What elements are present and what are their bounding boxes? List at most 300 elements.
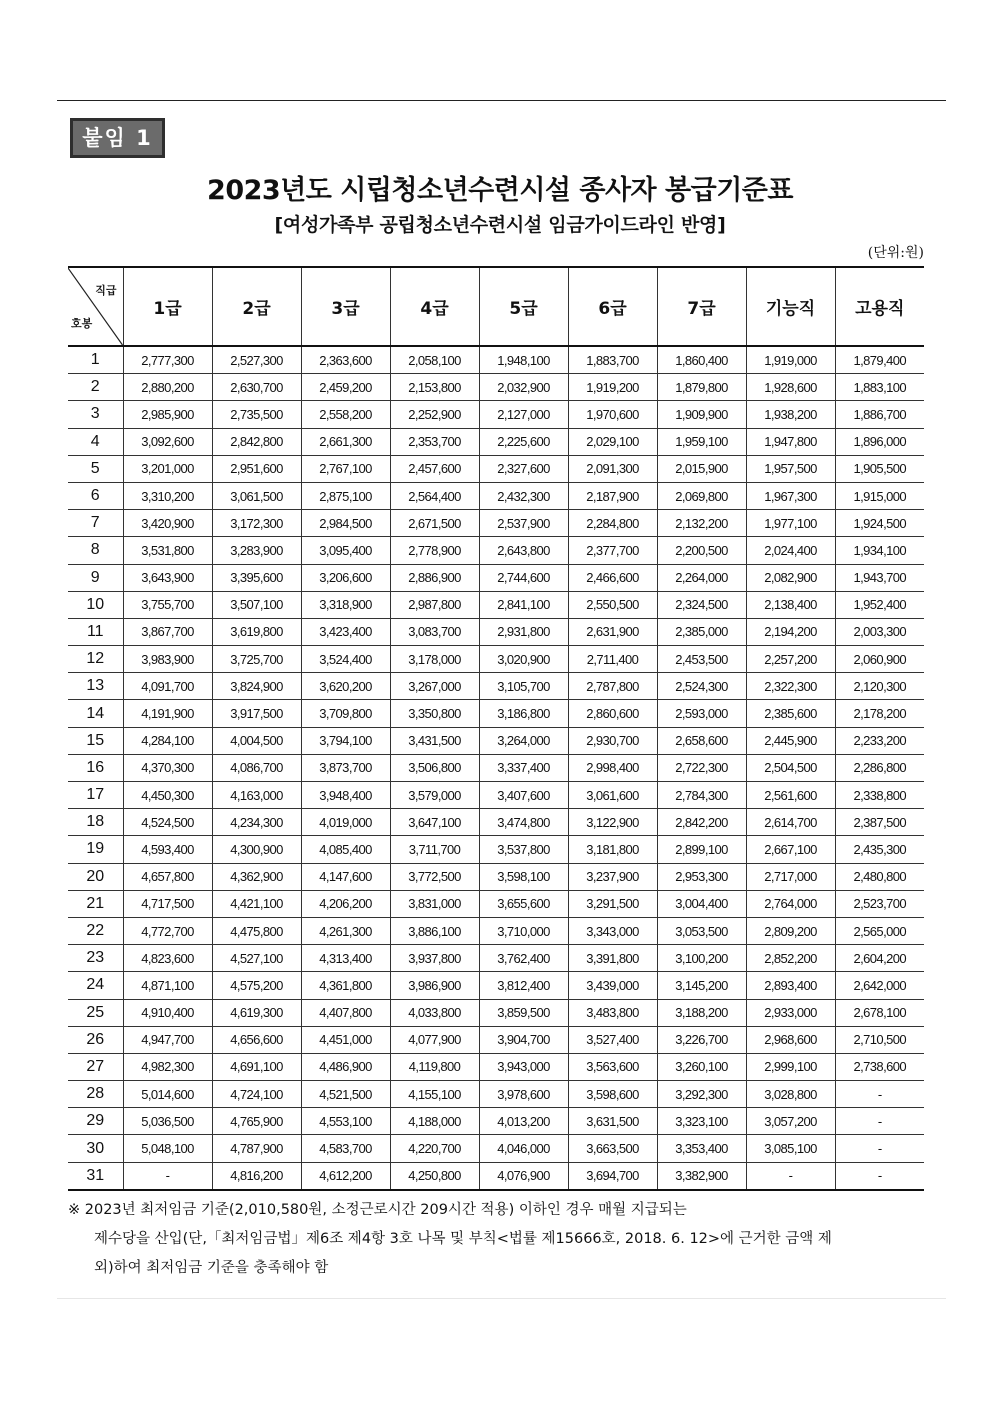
salary-cell: 3,310,200 (123, 482, 212, 509)
salary-cell: 3,794,100 (301, 727, 390, 754)
salary-cell: 4,717,500 (123, 890, 212, 917)
step-number-cell: 15 (68, 727, 123, 754)
table-row (68, 510, 924, 537)
salary-cell: 3,186,800 (479, 700, 568, 727)
table-row (68, 782, 924, 809)
salary-cell: 2,735,500 (212, 401, 301, 428)
corner-step-label: 호봉 (71, 317, 93, 330)
salary-cell: 4,077,900 (390, 1026, 479, 1053)
step-number-cell: 16 (68, 754, 123, 781)
salary-cell: 3,407,600 (479, 782, 568, 809)
salary-cell: 2,058,100 (390, 346, 479, 374)
salary-cell: 4,524,500 (123, 809, 212, 836)
salary-cell: 2,931,800 (479, 618, 568, 645)
salary-cell: 2,527,300 (212, 346, 301, 374)
table-row (68, 917, 924, 944)
column-header: 기능직 (746, 267, 835, 346)
salary-cell: 2,363,600 (301, 346, 390, 374)
salary-cell: 4,691,100 (212, 1053, 301, 1080)
salary-cell: 2,435,300 (835, 836, 924, 863)
salary-cell: 4,234,300 (212, 809, 301, 836)
salary-cell: 2,153,800 (390, 374, 479, 401)
table-row (68, 754, 924, 781)
salary-cell: 3,206,600 (301, 564, 390, 591)
salary-cell: 2,200,500 (657, 537, 746, 564)
salary-cell: 4,370,300 (123, 754, 212, 781)
step-number-cell: 1 (68, 346, 123, 374)
salary-cell: 2,933,000 (746, 999, 835, 1026)
footnote-line: 외)하여 최저임금 기준을 충족해야 함 (94, 1260, 329, 1276)
salary-cell: 3,598,100 (479, 863, 568, 890)
salary-cell: 2,537,900 (479, 510, 568, 537)
salary-cell: 1,948,100 (479, 346, 568, 374)
step-number-cell: 17 (68, 782, 123, 809)
step-number-cell: 25 (68, 999, 123, 1026)
salary-cell: 4,816,200 (212, 1162, 301, 1190)
salary-cell: 3,439,000 (568, 972, 657, 999)
salary-cell: 1,879,800 (657, 374, 746, 401)
salary-cell: 3,579,000 (390, 782, 479, 809)
step-number-cell: 13 (68, 673, 123, 700)
salary-cell: 3,004,400 (657, 890, 746, 917)
table-row (68, 455, 924, 482)
salary-cell: 2,120,300 (835, 673, 924, 700)
salary-cell: 3,188,200 (657, 999, 746, 1026)
step-number-cell: 31 (68, 1162, 123, 1190)
salary-cell: 4,521,500 (301, 1081, 390, 1108)
salary-cell: 3,762,400 (479, 945, 568, 972)
salary-cell: 3,983,900 (123, 646, 212, 673)
salary-cell: 3,201,000 (123, 455, 212, 482)
step-number-cell: 8 (68, 537, 123, 564)
salary-cell: 4,527,100 (212, 945, 301, 972)
salary-cell: 2,024,400 (746, 537, 835, 564)
table-row (68, 564, 924, 591)
table-row (68, 401, 924, 428)
salary-cell: 3,020,900 (479, 646, 568, 673)
salary-cell: 4,451,000 (301, 1026, 390, 1053)
step-number-cell: 21 (68, 890, 123, 917)
salary-cell: 1,957,500 (746, 455, 835, 482)
step-number-cell: 24 (68, 972, 123, 999)
salary-cell: 2,032,900 (479, 374, 568, 401)
salary-cell: 3,382,900 (657, 1162, 746, 1190)
salary-cell: 2,480,800 (835, 863, 924, 890)
salary-cell: 4,772,700 (123, 917, 212, 944)
footnote-line: ※ 2023년 최저임금 기준(2,010,580원, 소정근로시간 209시간 적용) 이하인 경우 매월 지급되는 (68, 1202, 687, 1218)
column-header: 1급 (123, 267, 212, 346)
salary-cell: 2,678,100 (835, 999, 924, 1026)
step-number-cell: 20 (68, 863, 123, 890)
salary-cell: 4,871,100 (123, 972, 212, 999)
salary-cell: 1,947,800 (746, 428, 835, 455)
step-number-cell: 19 (68, 836, 123, 863)
salary-cell: 4,361,800 (301, 972, 390, 999)
salary-cell: 3,420,900 (123, 510, 212, 537)
step-number-cell: 7 (68, 510, 123, 537)
salary-cell: 4,656,600 (212, 1026, 301, 1053)
step-number-cell: 26 (68, 1026, 123, 1053)
salary-cell: 2,809,200 (746, 917, 835, 944)
salary-cell: 4,191,900 (123, 700, 212, 727)
salary-cell: 2,852,200 (746, 945, 835, 972)
table-row (68, 1135, 924, 1162)
salary-cell: 3,709,800 (301, 700, 390, 727)
salary-cell: 2,060,900 (835, 646, 924, 673)
salary-cell: 2,860,600 (568, 700, 657, 727)
salary-cell: 5,048,100 (123, 1135, 212, 1162)
salary-cell: 3,061,500 (212, 482, 301, 509)
table-row (68, 374, 924, 401)
salary-cell: 2,225,600 (479, 428, 568, 455)
salary-cell: 3,873,700 (301, 754, 390, 781)
table-row (68, 809, 924, 836)
salary-cell: 3,710,000 (479, 917, 568, 944)
salary-cell: 2,787,800 (568, 673, 657, 700)
salary-cell: 2,029,100 (568, 428, 657, 455)
salary-cell: 1,959,100 (657, 428, 746, 455)
salary-cell: - (835, 1108, 924, 1135)
salary-cell: 2,138,400 (746, 591, 835, 618)
salary-cell: 3,172,300 (212, 510, 301, 537)
step-number-cell: 18 (68, 809, 123, 836)
salary-cell: 2,082,900 (746, 564, 835, 591)
salary-cell: 3,092,600 (123, 428, 212, 455)
step-number-cell: 6 (68, 482, 123, 509)
salary-cell: 3,178,000 (390, 646, 479, 673)
salary-cell: 2,459,200 (301, 374, 390, 401)
table-row (68, 1026, 924, 1053)
salary-cell: 3,053,500 (657, 917, 746, 944)
salary-cell: 4,553,100 (301, 1108, 390, 1135)
salary-cell: 3,431,500 (390, 727, 479, 754)
salary-cell: 4,724,100 (212, 1081, 301, 1108)
salary-cell: 2,015,900 (657, 455, 746, 482)
salary-cell: 2,523,700 (835, 890, 924, 917)
salary-cell: 3,524,400 (301, 646, 390, 673)
column-header: 3급 (301, 267, 390, 346)
table-row (68, 1081, 924, 1108)
salary-cell: 2,710,500 (835, 1026, 924, 1053)
salary-cell: 2,738,600 (835, 1053, 924, 1080)
column-header: 7급 (657, 267, 746, 346)
salary-cell: 2,875,100 (301, 482, 390, 509)
salary-cell: 4,823,600 (123, 945, 212, 972)
table-header-row (68, 267, 924, 346)
table-body (68, 346, 924, 1190)
salary-cell: 4,787,900 (212, 1135, 301, 1162)
salary-cell: 4,612,200 (301, 1162, 390, 1190)
step-number-cell: 10 (68, 591, 123, 618)
salary-cell: 4,313,400 (301, 945, 390, 972)
salary-cell: 3,772,500 (390, 863, 479, 890)
salary-cell: 3,755,700 (123, 591, 212, 618)
salary-cell: 4,261,300 (301, 917, 390, 944)
salary-cell: 3,663,500 (568, 1135, 657, 1162)
salary-cell: 1,905,500 (835, 455, 924, 482)
salary-cell: 3,057,200 (746, 1108, 835, 1135)
salary-cell: 4,004,500 (212, 727, 301, 754)
salary-cell: 2,377,700 (568, 537, 657, 564)
salary-cell: 4,450,300 (123, 782, 212, 809)
step-number-cell: 30 (68, 1135, 123, 1162)
salary-cell: 2,524,300 (657, 673, 746, 700)
salary-cell: 4,765,900 (212, 1108, 301, 1135)
salary-cell: 3,423,400 (301, 618, 390, 645)
unit-label: (단위:원) (867, 245, 924, 261)
salary-cell: 4,982,300 (123, 1053, 212, 1080)
salary-cell: 2,338,800 (835, 782, 924, 809)
salary-cell: 3,655,600 (479, 890, 568, 917)
salary-cell: 3,291,500 (568, 890, 657, 917)
salary-cell: 2,893,400 (746, 972, 835, 999)
salary-cell: 3,725,700 (212, 646, 301, 673)
step-number-cell: 4 (68, 428, 123, 455)
salary-cell: 1,879,400 (835, 346, 924, 374)
salary-cell: 2,886,900 (390, 564, 479, 591)
salary-cell: 3,391,800 (568, 945, 657, 972)
column-header: 고용직 (835, 267, 924, 346)
salary-cell: 4,619,300 (212, 999, 301, 1026)
salary-cell: 4,119,800 (390, 1053, 479, 1080)
salary-cell: 2,711,400 (568, 646, 657, 673)
salary-cell: 3,531,800 (123, 537, 212, 564)
salary-cell: 2,233,200 (835, 727, 924, 754)
salary-cell: 2,457,600 (390, 455, 479, 482)
step-number-cell: 28 (68, 1081, 123, 1108)
salary-cell: 2,841,100 (479, 591, 568, 618)
salary-cell: 2,558,200 (301, 401, 390, 428)
salary-cell: 4,583,700 (301, 1135, 390, 1162)
salary-cell: 1,909,900 (657, 401, 746, 428)
salary-cell: 4,947,700 (123, 1026, 212, 1053)
salary-cell: 1,967,300 (746, 482, 835, 509)
salary-cell: 3,563,600 (568, 1053, 657, 1080)
salary-cell: 2,091,300 (568, 455, 657, 482)
salary-cell: 2,385,600 (746, 700, 835, 727)
salary-cell: 3,647,100 (390, 809, 479, 836)
salary-cell: 3,886,100 (390, 917, 479, 944)
salary-cell: 2,968,600 (746, 1026, 835, 1053)
diagonal-line (68, 268, 123, 345)
page-subtitle: [여성가족부 공립청소년수련시설 임금가이드라인 반영] (274, 214, 726, 236)
step-number-cell: 12 (68, 646, 123, 673)
corner-grade-label: 직급 (95, 284, 117, 297)
salary-cell: 2,987,800 (390, 591, 479, 618)
salary-cell: 2,385,000 (657, 618, 746, 645)
salary-cell: 2,324,500 (657, 591, 746, 618)
salary-cell: 2,504,500 (746, 754, 835, 781)
table-row (68, 428, 924, 455)
salary-cell: 2,327,600 (479, 455, 568, 482)
salary-cell: 4,188,000 (390, 1108, 479, 1135)
salary-cell: 2,466,600 (568, 564, 657, 591)
salary-cell: 3,226,700 (657, 1026, 746, 1053)
salary-cell: 3,507,100 (212, 591, 301, 618)
salary-cell: 3,598,600 (568, 1081, 657, 1108)
salary-cell: 3,867,700 (123, 618, 212, 645)
salary-cell: 2,717,000 (746, 863, 835, 890)
salary-cell: 2,744,600 (479, 564, 568, 591)
salary-cell: 2,642,000 (835, 972, 924, 999)
salary-cell: 3,095,400 (301, 537, 390, 564)
salary-cell: 4,076,900 (479, 1162, 568, 1190)
salary-cell: 2,564,400 (390, 482, 479, 509)
salary-cell: 2,561,600 (746, 782, 835, 809)
salary-cell: 3,506,800 (390, 754, 479, 781)
salary-cell: 2,999,100 (746, 1053, 835, 1080)
table-row (68, 591, 924, 618)
salary-cell: 4,300,900 (212, 836, 301, 863)
table-row (68, 727, 924, 754)
step-number-cell: 22 (68, 917, 123, 944)
salary-cell: 2,778,900 (390, 537, 479, 564)
salary-cell: 2,432,300 (479, 482, 568, 509)
step-number-cell: 27 (68, 1053, 123, 1080)
salary-cell: 2,953,300 (657, 863, 746, 890)
salary-cell: 2,069,800 (657, 482, 746, 509)
table-row (68, 482, 924, 509)
salary-cell: 2,630,700 (212, 374, 301, 401)
salary-cell: 2,722,300 (657, 754, 746, 781)
salary-cell: 2,252,900 (390, 401, 479, 428)
salary-cell: 4,033,800 (390, 999, 479, 1026)
salary-cell: 2,003,300 (835, 618, 924, 645)
salary-cell: 2,453,500 (657, 646, 746, 673)
salary-cell: 2,187,900 (568, 482, 657, 509)
salary-cell: 1,934,100 (835, 537, 924, 564)
salary-cell: 4,486,900 (301, 1053, 390, 1080)
salary-cell: 2,784,300 (657, 782, 746, 809)
salary-cell: 2,998,400 (568, 754, 657, 781)
salary-cell: 3,145,200 (657, 972, 746, 999)
salary-cell: 5,036,500 (123, 1108, 212, 1135)
table-row (68, 890, 924, 917)
salary-cell: 2,194,200 (746, 618, 835, 645)
salary-cell: 4,013,200 (479, 1108, 568, 1135)
salary-cell: 2,264,000 (657, 564, 746, 591)
salary-cell: 2,322,300 (746, 673, 835, 700)
salary-cell: - (746, 1162, 835, 1190)
salary-cell: 4,250,800 (390, 1162, 479, 1190)
salary-cell: 2,899,100 (657, 836, 746, 863)
salary-cell: 4,147,600 (301, 863, 390, 890)
step-number-cell: 2 (68, 374, 123, 401)
salary-cell: 2,951,600 (212, 455, 301, 482)
salary-cell: 2,387,500 (835, 809, 924, 836)
salary-cell: - (123, 1162, 212, 1190)
salary-cell: 3,061,600 (568, 782, 657, 809)
salary-cell: 2,614,700 (746, 809, 835, 836)
salary-cell: 1,896,000 (835, 428, 924, 455)
salary-cell: 3,619,800 (212, 618, 301, 645)
salary-cell: 1,924,500 (835, 510, 924, 537)
salary-cell: 4,085,400 (301, 836, 390, 863)
salary-cell: 3,337,400 (479, 754, 568, 781)
salary-cell: 2,880,200 (123, 374, 212, 401)
salary-cell: 3,181,800 (568, 836, 657, 863)
salary-cell: 3,260,100 (657, 1053, 746, 1080)
salary-cell: 3,318,900 (301, 591, 390, 618)
salary-cell: 3,105,700 (479, 673, 568, 700)
column-header: 6급 (568, 267, 657, 346)
salary-cell: 2,353,700 (390, 428, 479, 455)
salary-cell: 2,445,900 (746, 727, 835, 754)
salary-cell: 2,593,000 (657, 700, 746, 727)
salary-cell: 3,986,900 (390, 972, 479, 999)
salary-cell: 2,132,200 (657, 510, 746, 537)
salary-cell: 2,284,800 (568, 510, 657, 537)
salary-cell: 3,350,800 (390, 700, 479, 727)
salary-cell: 4,421,100 (212, 890, 301, 917)
table-row (68, 537, 924, 564)
salary-cell: - (835, 1081, 924, 1108)
salary-cell: 1,883,700 (568, 346, 657, 374)
salary-cell: 3,859,500 (479, 999, 568, 1026)
salary-cell: 3,237,900 (568, 863, 657, 890)
step-number-cell: 23 (68, 945, 123, 972)
salary-cell: 2,550,500 (568, 591, 657, 618)
table-row (68, 836, 924, 863)
salary-cell: 5,014,600 (123, 1081, 212, 1108)
salary-cell: 3,085,100 (746, 1135, 835, 1162)
salary-cell: 1,970,600 (568, 401, 657, 428)
salary-cell: 4,091,700 (123, 673, 212, 700)
salary-cell: 3,474,800 (479, 809, 568, 836)
salary-cell: 3,537,800 (479, 836, 568, 863)
salary-cell: 2,767,100 (301, 455, 390, 482)
column-header: 4급 (390, 267, 479, 346)
salary-cell: 3,343,000 (568, 917, 657, 944)
salary-cell: 2,565,000 (835, 917, 924, 944)
salary-cell: 4,475,800 (212, 917, 301, 944)
salary-cell: 2,257,200 (746, 646, 835, 673)
step-number-cell: 11 (68, 618, 123, 645)
salary-cell: 4,362,900 (212, 863, 301, 890)
salary-cell: 1,977,100 (746, 510, 835, 537)
page-title: 2023년도 시립청소년수련시설 종사자 봉급기준표 (207, 175, 793, 206)
salary-cell: 2,658,600 (657, 727, 746, 754)
salary-cell: 3,323,100 (657, 1108, 746, 1135)
salary-cell: 2,777,300 (123, 346, 212, 374)
top-divider (57, 100, 946, 101)
salary-cell: 4,593,400 (123, 836, 212, 863)
salary-cell: 2,631,900 (568, 618, 657, 645)
salary-cell: 1,860,400 (657, 346, 746, 374)
salary-cell: 3,083,700 (390, 618, 479, 645)
salary-cell: 3,395,600 (212, 564, 301, 591)
salary-cell: 4,206,200 (301, 890, 390, 917)
salary-cell: 2,985,900 (123, 401, 212, 428)
footnote (68, 1196, 928, 1283)
salary-cell: 3,643,900 (123, 564, 212, 591)
salary-cell: 3,527,400 (568, 1026, 657, 1053)
salary-cell: 3,292,300 (657, 1081, 746, 1108)
salary-cell: 4,407,800 (301, 999, 390, 1026)
footnote-line: 제수당을 산입(단,「최저임금법」제6조 제4항 3호 나목 및 부칙<법률 제15666호, 2018. 6. 12>에 근거한 금액 제 (94, 1231, 832, 1247)
table-row (68, 863, 924, 890)
salary-cell: 2,127,000 (479, 401, 568, 428)
salary-cell: 3,917,500 (212, 700, 301, 727)
salary-cell: 3,943,000 (479, 1053, 568, 1080)
salary-cell: 3,122,900 (568, 809, 657, 836)
attachment-label: 붙임 1 (70, 118, 165, 158)
column-header: 2급 (212, 267, 301, 346)
salary-cell: 2,671,500 (390, 510, 479, 537)
salary-cell: 4,910,400 (123, 999, 212, 1026)
step-number-cell: 9 (68, 564, 123, 591)
salary-cell: 2,643,800 (479, 537, 568, 564)
